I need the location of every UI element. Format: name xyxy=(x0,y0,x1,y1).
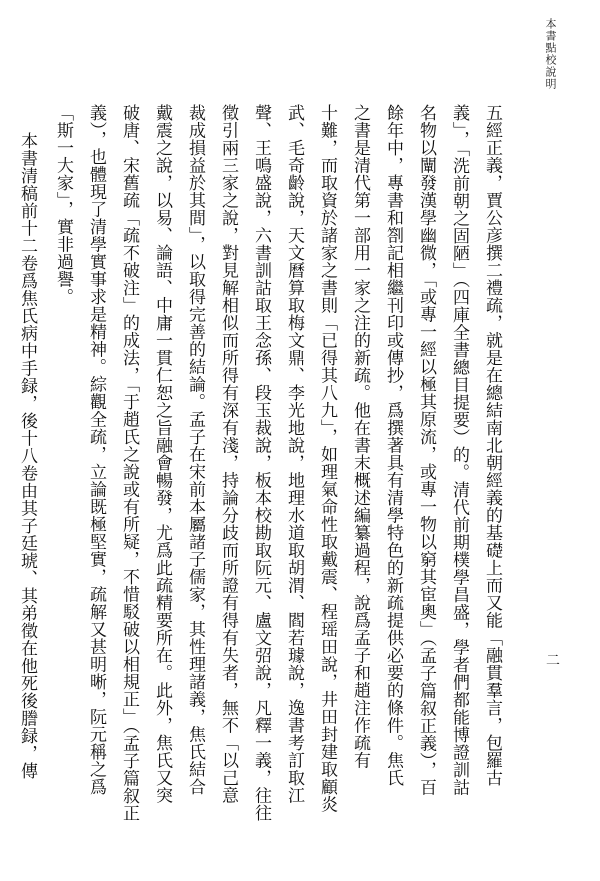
text-column-7: 武、毛奇齡說，天文曆算取梅文鼎、李光地說，地理水道取胡渭、閻若璩說，逸書考訂取江 xyxy=(284,104,304,804)
text-column-6: 十難，而取資於諸家之書則「已得其八九」，如理氣命性取戴震、程瑶田說，井田封建取顧炎 xyxy=(317,104,337,813)
text-column-10: 裁成損益於其間」，以取得完善的結論。孟子在宋前本屬諸子儒家，其性理諸義，焦氏結合 xyxy=(185,104,205,796)
text-column-9: 徵引兩三家之說，對見解相似而所得有深有淺，持論分歧而所證有得有失者，無不「以己意 xyxy=(218,104,238,804)
text-column-4: 餘年中，專書和劄記相繼刊印或傳抄，爲撰著具有清學特色的新疏提供必要的條件。焦氏 xyxy=(383,104,403,787)
text-column-5: 之書是清代第一部用一家之注的新疏。他在書末概述編纂過程，說爲孟子和趙注作疏有 xyxy=(350,104,370,769)
text-column-12: 破唐、宋舊疏「疏不破注」的成法，「于趙氏之說或有所疑，不惜駁破以相規正」（孟子篇叙正 xyxy=(119,104,139,822)
text-column-11: 戴震之說，以易、論語、中庸一貫仁恕之旨融會暢發，尤爲此疏精要所在。此外，焦氏又突 xyxy=(152,104,172,804)
text-column-2: 義」，「洗前朝之固陋」（四庫全書總目提要）的。清代前期樸學昌盛，學者們都能博證訓詁 xyxy=(449,104,469,796)
text-column-3: 名物以闡發漢學幽微，「或專一經以極其原流，或專一物以窮其宦奧」（孟子篇叙正義），百 xyxy=(416,104,436,796)
page-number: 二 xyxy=(546,653,560,669)
text-column-8: 聲、王鳴盛說，六書訓詁取王念孫、段玉裁說，板本校勘取阮元、盧文弨說，凡釋一義，往往 xyxy=(251,104,271,822)
text-column-14: 「斯一大家」，實非過譽。 xyxy=(53,104,73,306)
text-column-13: 義），也體現了清學實事求是精神。綜觀全疏，立論既極堅實，疏解又甚明晰，阮元稱之爲 xyxy=(86,104,106,796)
text-column-15: 本書清稿前十二卷爲焦氏病中手録，後十八卷由其子廷琥、其弟徵在他死後謄録，傳 xyxy=(17,132,37,780)
running-header: 本書點校說明 xyxy=(544,18,557,90)
text-column-1: 五經正義，賈公彦撰二禮疏，就是在總結南北朝經義的基礎上而又能「融貫羣言，包羅古 xyxy=(482,104,502,787)
